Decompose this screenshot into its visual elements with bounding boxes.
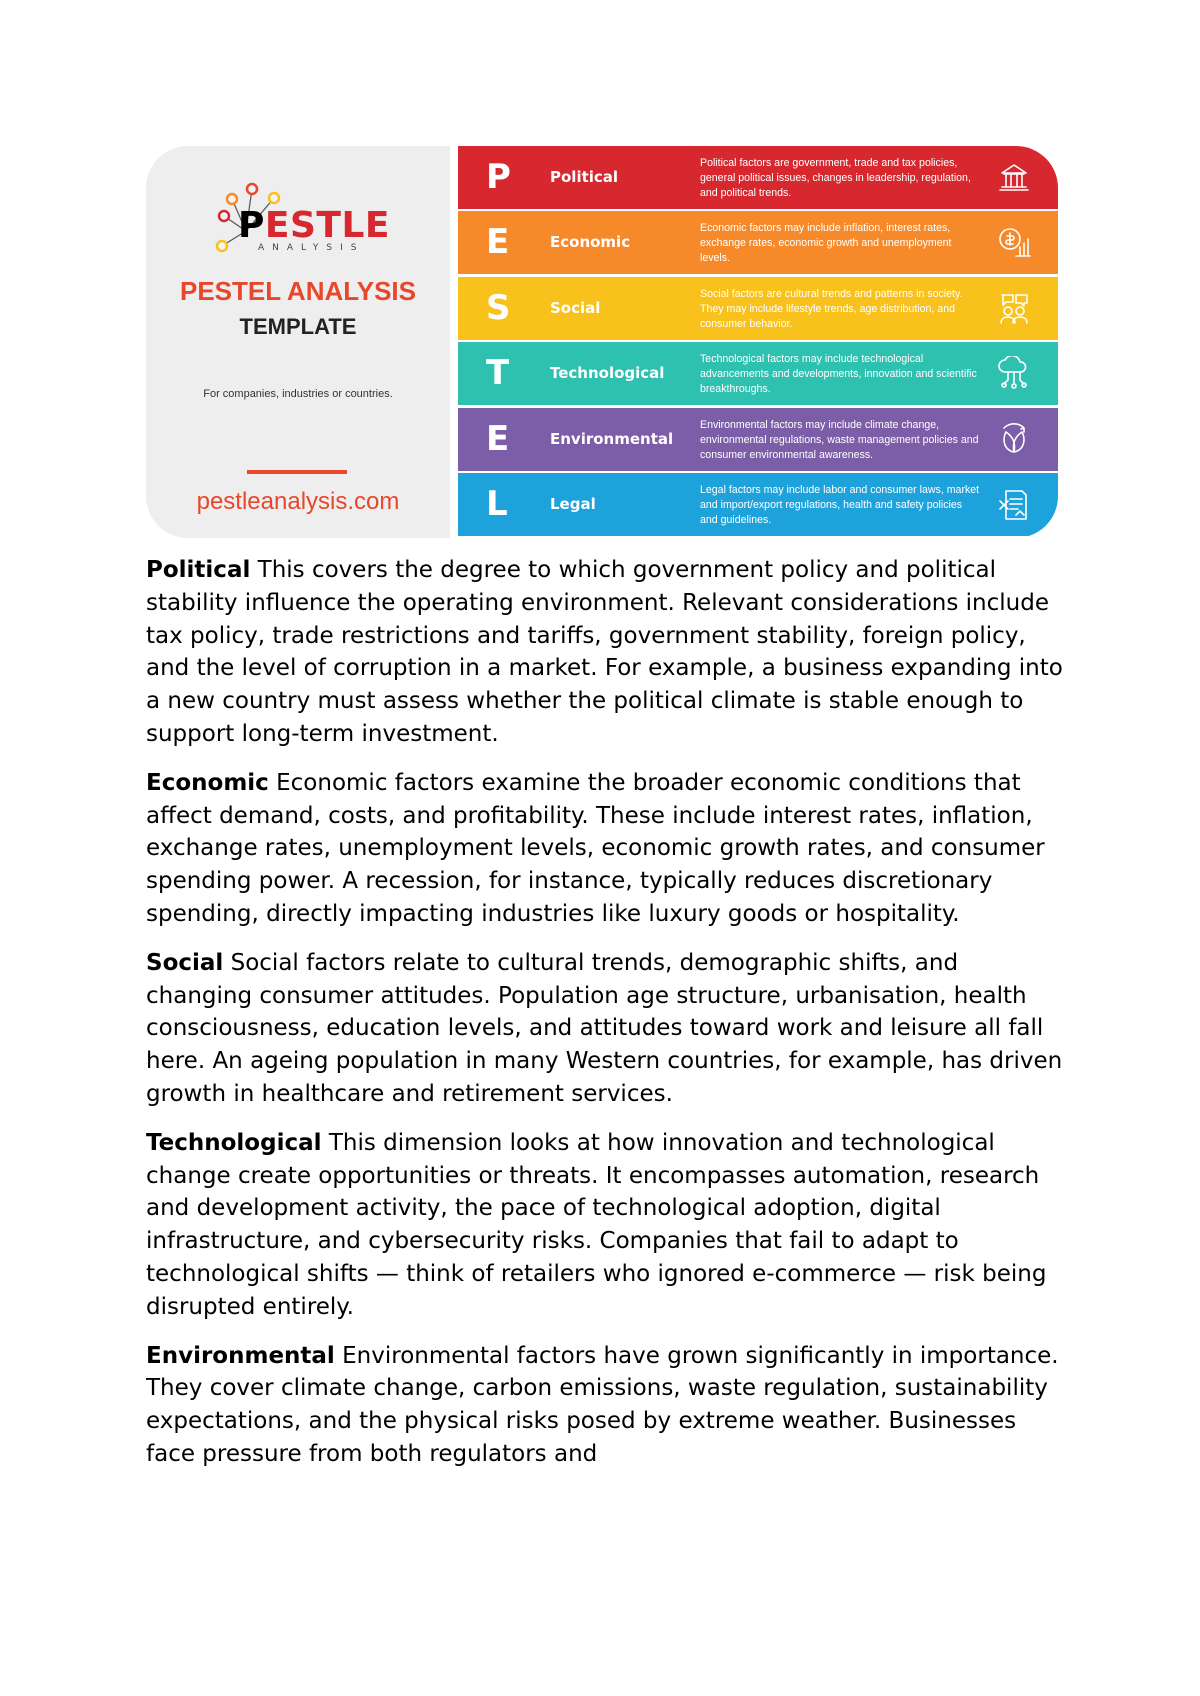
band-name: Economic xyxy=(550,233,631,252)
section-text: Environmental factors have grown significantly in importance. They cover climate change, carbon emissions, waste regulation, sustainability expectations, and the physical risks posed by extreme weather. Businesses face pressure from both regulators and xyxy=(146,1342,1059,1467)
section-technological xyxy=(146,1127,1066,1324)
pestel-band-technological xyxy=(458,342,1058,405)
section-text: Social factors relate to cultural trends, demographic shifts, and changing consumer attitudes. Population age structure, urbanisation, health consciousness, education levels, and attitudes toward work and leisure all fall here. An ageing population in many Western countries, for example, has driven growth in healthcare and retirement services. xyxy=(146,949,1063,1107)
template-title: PESTEL ANALYSIS xyxy=(180,276,416,306)
pestel-band-environmental xyxy=(458,408,1058,471)
pestel-band-legal xyxy=(458,473,1058,536)
logo-subtext: ANALYSIS xyxy=(258,243,365,253)
cloud-network-icon xyxy=(996,356,1032,392)
band-letter: L xyxy=(486,483,508,524)
section-text: Economic factors examine the broader economic conditions that affect demand, costs, and profitability. These include interest rates, inflation, exchange rates, unemployment levels, economic growth rates, and consumer spending power. A recession, for instance, typically reduces discretionary spending, directly impacting industries like luxury goods or hospitality. xyxy=(146,769,1045,927)
divider xyxy=(247,470,347,474)
band-letter: S xyxy=(486,287,511,328)
section-political xyxy=(146,554,1066,751)
pestel-band-social xyxy=(458,277,1058,340)
section-heading: Political xyxy=(146,557,251,583)
band-description: Political factors are government, trade and tax policies, general political issues, changes in leadership, regulation, and political trends. xyxy=(700,157,971,199)
band-letter: T xyxy=(486,353,510,394)
section-text: This covers the degree to which government policy and political stability influence the operating environment. Relevant considerations include tax policy, trade restrictions and tariffs, government stability, foreign policy, and the level of corruption in a market. For example, a business expanding into a new country must assess whether the political climate is stable enough to support long-term investment. xyxy=(146,557,1063,747)
section-heading: Social xyxy=(146,949,224,976)
band-name: Technological xyxy=(550,364,665,383)
template-cover-panel xyxy=(146,146,450,538)
section-heading: Technological xyxy=(146,1129,322,1156)
pestel-band-political xyxy=(458,146,1058,209)
band-description: Economic factors may include inflation, interest rates, exchange rates, economic growth and unemployment levels. xyxy=(700,222,952,265)
band-letter: E xyxy=(486,418,510,459)
template-url: pestleanalysis.com xyxy=(196,488,400,515)
leaf-recycle-icon xyxy=(996,422,1032,458)
logo-text: ESTLE xyxy=(264,205,390,246)
legal-document-icon xyxy=(996,487,1032,523)
document-body xyxy=(146,554,1066,1487)
people-chat-icon xyxy=(996,291,1032,327)
band-name: Legal xyxy=(550,494,596,513)
logo-letter-p: P xyxy=(238,205,265,246)
section-heading: Economic xyxy=(146,769,269,796)
money-chart-icon xyxy=(996,225,1032,261)
band-description: Legal factors may include labor and consumer laws, market and import/export regulations, health and safety policies and guidelines. xyxy=(700,483,980,526)
section-text: This dimension looks at how innovation and technological change create opportunities or threats. It encompasses automation, research and development activity, the pace of technological adoption, digital infrastructure, and cybersecurity risks. Companies that fail to adapt to technological shifts — think of retailers who ignored e-commerce — risk being disrupted entirely. xyxy=(146,1129,1047,1320)
band-name: Political xyxy=(550,168,619,186)
pestel-band-economic xyxy=(458,211,1058,274)
template-tagline: For companies, industries or countries. xyxy=(203,388,393,400)
band-letter: P xyxy=(486,157,511,197)
section-social xyxy=(146,947,1066,1111)
band-description: Environmental factors may include climate change, environmental regulations, waste management policies and consumer environmental awareness. xyxy=(700,418,979,461)
band-description: Technological factors may include technological advancements and developments, innovation and scientific breakthroughs. xyxy=(700,353,977,396)
government-building-icon xyxy=(996,160,1032,196)
pestel-template-image xyxy=(146,146,1058,538)
section-environmental xyxy=(146,1340,1066,1471)
pestel-bands xyxy=(458,146,1058,538)
section-heading: Environmental xyxy=(146,1342,335,1369)
template-subtitle: TEMPLATE xyxy=(239,314,357,339)
band-name: Social xyxy=(550,298,601,317)
logo-wordmark xyxy=(238,205,390,246)
band-letter: E xyxy=(486,222,510,263)
section-economic xyxy=(146,767,1066,931)
band-description: Social factors are cultural trends and patterns in society. They may include lifestyle trends, age distribution, and consumer behavior. xyxy=(700,287,963,330)
band-name: Environmental xyxy=(550,429,674,448)
